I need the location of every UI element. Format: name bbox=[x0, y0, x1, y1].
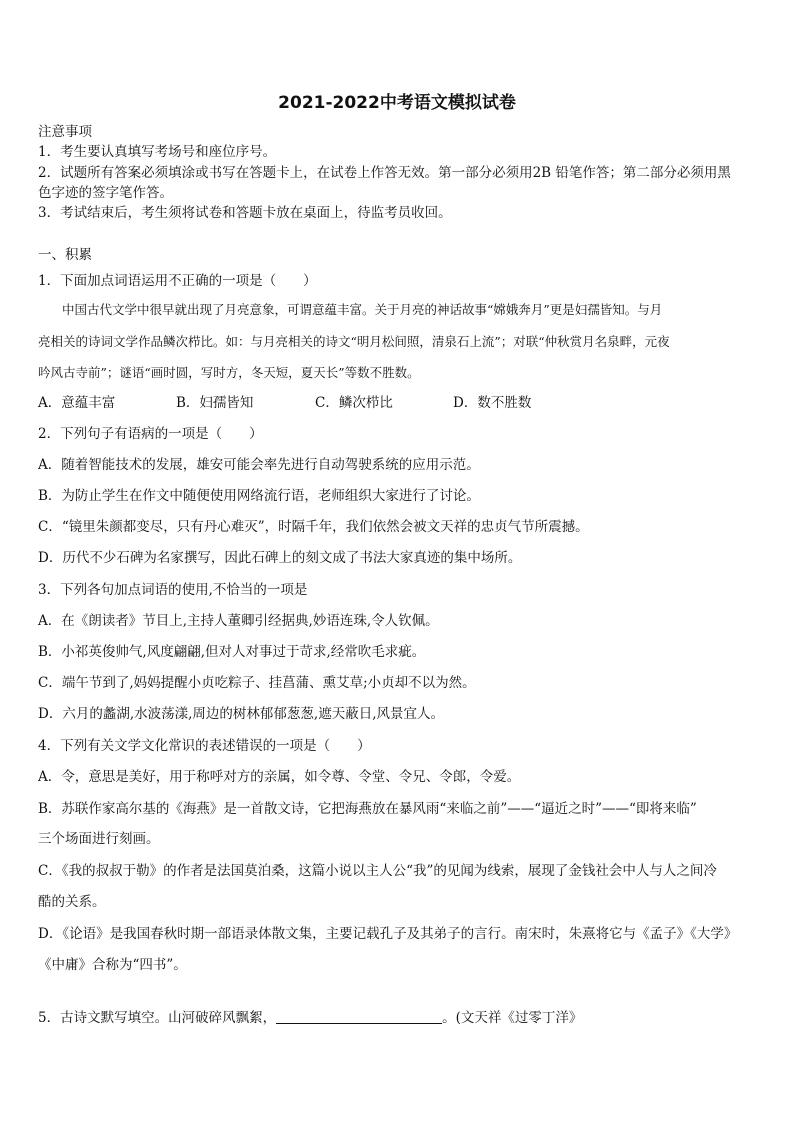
q1-passage-line: 亮相关的诗词文学作品鳞次栉比。如：与月亮相关的诗文“明月松间照，清泉石上流”；对联“仲秋赏月名泉畔，元夜 bbox=[38, 334, 670, 349]
q4-option-b: B．苏联作家高尔基的《海燕》是一首散文诗，它把海燕放在暴风雨“来临之前”——“逼近之时”——“即将来临” bbox=[38, 801, 697, 817]
q4-option-b-cont: 三个场面进行刻画。 bbox=[38, 831, 160, 847]
q3-option-d: D．六月的蠡湖,水波荡漾,周边的树林郁郁葱葱,遮天蔽日,风景宜人。 bbox=[38, 706, 444, 722]
q3-option-a: A．在《朗读者》节目上,主持人董卿引经据典,妙语连珠,令人钦佩。 bbox=[38, 613, 439, 629]
notice-2-cont: 色字迹的签字笔作答。 bbox=[38, 185, 173, 201]
q1-option-c: C．鳞次栉比 bbox=[315, 395, 393, 411]
q2-option-b: B．为防止学生在作文中随便使用网络流行语，老师组织大家进行了讨论。 bbox=[38, 488, 480, 504]
q1-option-a: A．意蕴丰富 bbox=[38, 395, 116, 411]
q5-suffix: 。(文天祥《过零丁洋》 bbox=[442, 1010, 583, 1026]
q4-option-d-cont: 《中庸》合称为“四书”。 bbox=[38, 957, 187, 973]
q4-option-c: C．《我的叔叔于勒》的作者是法国莫泊桑，这篇小说以主人公“我”的见闻为线索，展现了金钱社会中人与人之间冷 bbox=[38, 863, 717, 879]
q3-option-b: B．小祁英俊帅气,风度翩翩,但对人对事过于苛求,经常吹毛求疵。 bbox=[38, 644, 426, 660]
page-title: 2021-2022中考语文模拟试卷 bbox=[278, 93, 516, 113]
q5-prefix: 5．古诗文默写填空。山河破碎风飘絮， bbox=[38, 1010, 277, 1026]
section-heading: 一、积累 bbox=[38, 247, 92, 263]
q2-stem: 2．下列句子有语病的一项是（ ） bbox=[38, 426, 263, 442]
q5-answer-blank[interactable] bbox=[276, 1009, 442, 1024]
q3-option-c: C．端午节到了,妈妈提醒小贞吃粽子、挂菖蒲、熏艾草;小贞却不以为然。 bbox=[38, 675, 476, 691]
notice-2: 2．试题所有答案必须填涂或书写在答题卡上，在试卷上作答无效。第一部分必须用2B 铅笔作答；第二部分必须用黑 bbox=[38, 165, 731, 181]
notice-header: 注意事项 bbox=[38, 124, 92, 140]
q2-option-c: C．“镜里朱颜都变尽，只有丹心难灭”，时隔千年，我们依然会被文天祥的忠贞气节所震撼。 bbox=[38, 519, 589, 535]
q5-line bbox=[38, 1008, 766, 1028]
q3-stem: 3．下列各句加点词语的使用,不恰当的一项是 bbox=[38, 582, 308, 598]
notice-1: 1．考生要认真填写考场号和座位序号。 bbox=[38, 144, 277, 160]
q1-option-d: D．数不胜数 bbox=[453, 395, 532, 411]
q4-option-d: D．《论语》是我国春秋时期一部语录体散文集，主要记载孔子及其弟子的言行。南宋时，朱熹将它与《孟子》《大学》 bbox=[38, 926, 738, 942]
q4-option-c-cont: 酷的关系。 bbox=[38, 894, 106, 910]
q1-passage-line: 吟风古寺前”；谜语“画时圆，写时方，冬天短，夏天长”等数不胜数。 bbox=[38, 365, 420, 380]
q4-stem: 4．下列有关文学文化常识的表述错误的一项是（ ） bbox=[38, 738, 371, 754]
q2-option-a: A．随着智能技术的发展，雄安可能会率先进行自动驾驶系统的应用示范。 bbox=[38, 457, 480, 473]
q1-passage-line: 中国古代文学中很早就出现了月亮意象，可谓意蕴丰富。关于月亮的神话故事“嫦娥奔月”更是妇孺皆知。与月 bbox=[62, 302, 663, 317]
q1-stem: 1．下面加点词语运用不正确的一项是（ ） bbox=[38, 273, 317, 289]
q1-option-b: B．妇孺皆知 bbox=[176, 395, 254, 411]
notice-3: 3．考试结束后，考生须将试卷和答题卡放在桌面上，待监考员收回。 bbox=[38, 205, 452, 221]
q2-option-d: D．历代不少石碑为名家撰写，因此石碑上的刻文成了书法大家真迹的集中场所。 bbox=[38, 550, 522, 566]
q4-option-a: A．令，意思是美好，用于称呼对方的亲属，如令尊、令堂、令兄、令郎，令爱。 bbox=[38, 769, 521, 785]
